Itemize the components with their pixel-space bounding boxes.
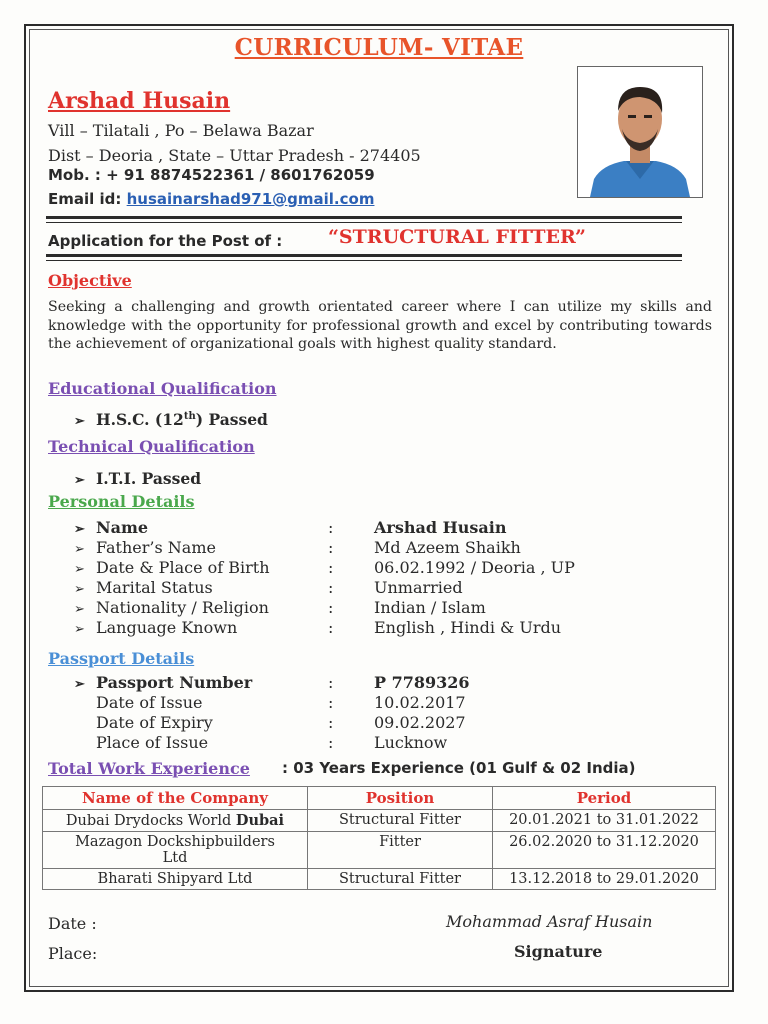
divider-bottom [46, 254, 682, 257]
arrow-bullet-icon: ➢ [74, 677, 85, 692]
passport-value-expiry: 09.02.2027 [374, 713, 466, 732]
arrow-bullet-icon: ➢ [74, 582, 85, 597]
colon: : [328, 598, 334, 617]
personal-label-father: ➢ Father’s Name [74, 538, 216, 557]
arrow-bullet-icon: ➢ [74, 622, 85, 637]
place-label: Place: [48, 944, 98, 963]
period-cell: 13.12.2018 to 29.01.2020 [493, 869, 716, 890]
signature-label: Signature [514, 942, 603, 961]
column-header-position: Position [308, 787, 493, 810]
position-cell: Structural Fitter [308, 810, 493, 832]
arrow-bullet-icon: ➢ [74, 562, 85, 577]
colon: : [328, 518, 334, 537]
profile-photo [577, 66, 703, 198]
personal-label-dob: ➢ Date & Place of Birth [74, 558, 270, 577]
divider-top-thin [46, 222, 682, 223]
colon: : [328, 733, 334, 752]
period-cell: 20.01.2021 to 31.01.2022 [493, 810, 716, 832]
table-row [43, 810, 716, 832]
column-header-company: Name of the Company [43, 787, 308, 810]
passport-label-issue: Date of Issue [96, 693, 203, 712]
colon: : [328, 538, 334, 557]
document-title: CURRICULUM- VITAE [234, 34, 524, 61]
position-cell: Fitter [308, 832, 493, 869]
divider-top [46, 216, 682, 219]
application-label: Application for the Post of : [48, 232, 283, 250]
mobile-number: + 91 8874522361 / 8601762059 [106, 166, 375, 184]
divider-bottom-thin [46, 260, 682, 261]
personal-value-father: Md Azeem Shaikh [374, 538, 521, 557]
address-line-1: Vill – Tilatali , Po – Belawa Bazar [48, 121, 314, 140]
colon: : [328, 673, 334, 692]
cv-page [24, 24, 734, 992]
personal-label-marital: ➢ Marital Status [74, 578, 213, 597]
signatory-name: Mohammad Asraf Husain [446, 912, 653, 931]
table-row [43, 832, 716, 869]
passport-label-expiry: Date of Expiry [96, 713, 213, 732]
position-cell: Structural Fitter [308, 869, 493, 890]
colon: : [328, 578, 334, 597]
arrow-bullet-icon: ➢ [74, 473, 85, 488]
personal-label-name: ➢ Name [74, 518, 149, 537]
personal-value-name: Arshad Husain [374, 518, 507, 537]
person-photo-icon [578, 67, 702, 197]
company-cell: Bharati Shipyard Ltd [43, 869, 308, 890]
email-label: Email id: [48, 190, 122, 208]
arrow-bullet-icon: ➢ [74, 602, 85, 617]
experience-heading: Total Work Experience [48, 759, 250, 778]
colon: : [328, 713, 334, 732]
candidate-name: Arshad Husain [48, 88, 231, 114]
application-post: “STRUCTURAL FITTER” [328, 226, 586, 248]
mobile-line [48, 166, 375, 184]
company-cell: Mazagon Dockshipbuilders Ltd [43, 832, 308, 869]
technical-item: ➢ I.T.I. Passed [74, 469, 202, 488]
period-cell: 26.02.2020 to 31.12.2020 [493, 832, 716, 869]
arrow-bullet-icon: ➢ [74, 542, 85, 557]
colon: : [328, 558, 334, 577]
colon: : [328, 693, 334, 712]
experience-summary: : 03 Years Experience (01 Gulf & 02 India) [282, 759, 636, 777]
column-header-period: Period [493, 787, 716, 810]
table-row [43, 869, 716, 890]
email-link[interactable]: husainarshad971@gmail.com [126, 190, 375, 208]
colon: : [328, 618, 334, 637]
address-line-2: Dist – Deoria , State – Uttar Pradesh - 274405 [48, 146, 421, 165]
company-cell: Dubai Drydocks World Dubai [43, 810, 308, 832]
work-experience-table [42, 786, 716, 890]
education-heading: Educational Qualification [48, 379, 277, 398]
email-line [48, 190, 374, 208]
table-header-row [43, 787, 716, 810]
passport-heading: Passport Details [48, 649, 195, 668]
passport-label-number: ➢ Passport Number [74, 673, 253, 692]
personal-value-dob: 06.02.1992 / Deoria , UP [374, 558, 575, 577]
personal-value-language: English , Hindi & Urdu [374, 618, 562, 637]
objective-text: Seeking a challenging and growth orientated career where I can utilize my skills and knowledge with the opportunity for professional growth and excel by contributing towards the achievement of organizational goals with highest quality standard. [48, 299, 712, 352]
personal-value-nationality: Indian / Islam [374, 598, 486, 617]
personal-label-language: ➢ Language Known [74, 618, 238, 637]
arrow-bullet-icon: ➢ [74, 522, 85, 537]
personal-heading: Personal Details [48, 492, 195, 511]
personal-label-nationality: ➢ Nationality / Religion [74, 598, 269, 617]
passport-value-number: P 7789326 [374, 673, 470, 692]
personal-value-marital: Unmarried [374, 578, 463, 597]
mobile-label: Mob. : [48, 166, 101, 184]
arrow-bullet-icon: ➢ [74, 414, 85, 429]
objective-heading: Objective [48, 271, 132, 290]
technical-heading: Technical Qualification [48, 437, 255, 456]
passport-value-place: Lucknow [374, 733, 448, 752]
passport-label-place: Place of Issue [96, 733, 209, 752]
education-item: ➢ H.S.C. (12th) Passed [74, 410, 268, 429]
date-label: Date : [48, 914, 97, 933]
passport-value-issue: 10.02.2017 [374, 693, 466, 712]
